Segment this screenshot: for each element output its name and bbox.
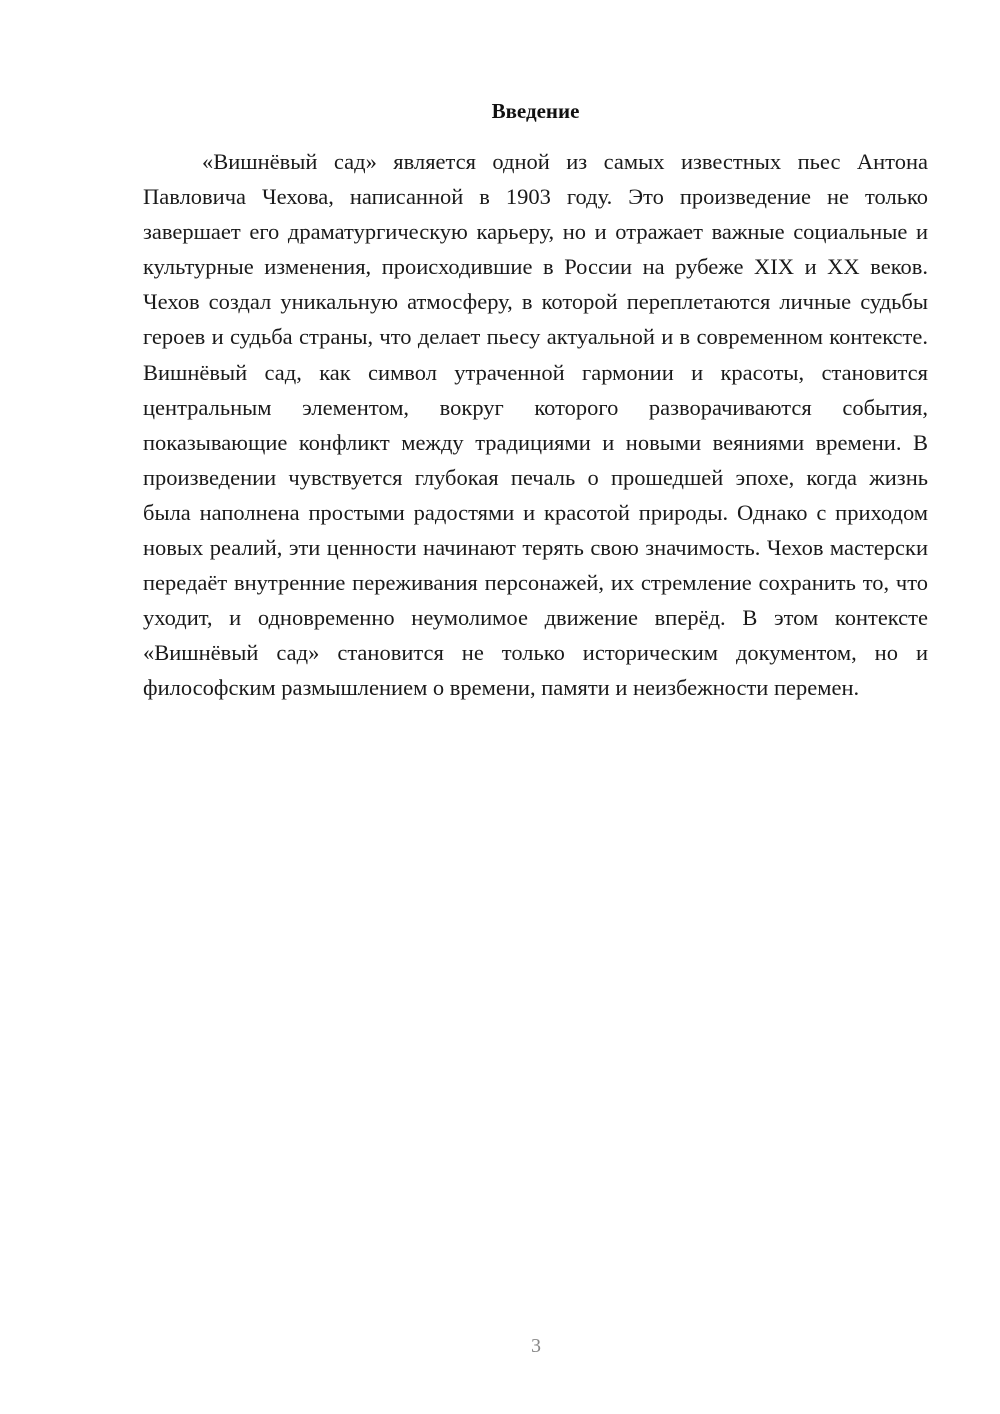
body-paragraph: «Вишнёвый сад» является одной из самых известных пьес Антона Павловича Чехова, написанной в 1903 году. Это произведение не только завершает его драматургическую карьеру, но и отражает важные социальные и культурные изменения, происходившие в России на рубеже XIX и XX веков. Чехов создал уникальную атмосферу, в которой переплетаются личные судьбы героев и судьба страны, что делает пьесу актуальной и в современном контексте. Вишнёвый сад, как символ утраченной гармонии и красоты, становится центральным элементом, вокруг которого разворачиваются события, показывающие конфликт между традициями и новыми веяниями времени. В произведении чувствуется глубокая печаль о прошедшей эпохе, когда жизнь была наполнена простыми радостями и красотой природы. Однако с приходом новых реалий, эти ценности начинают терять свою значимость. Чехов мастерски передаёт внутренние переживания персонажей, их стремление сохранить то, что уходит, и одновременно неумолимое движение вперёд. В этом контексте «Вишнёвый сад» становится не только историческим документом, но и философским размышлением о времени, памяти и неизбежности перемен. xyxy=(143,149,928,701)
page-number: 3 xyxy=(531,1335,541,1357)
section-heading: Введение xyxy=(491,99,580,123)
